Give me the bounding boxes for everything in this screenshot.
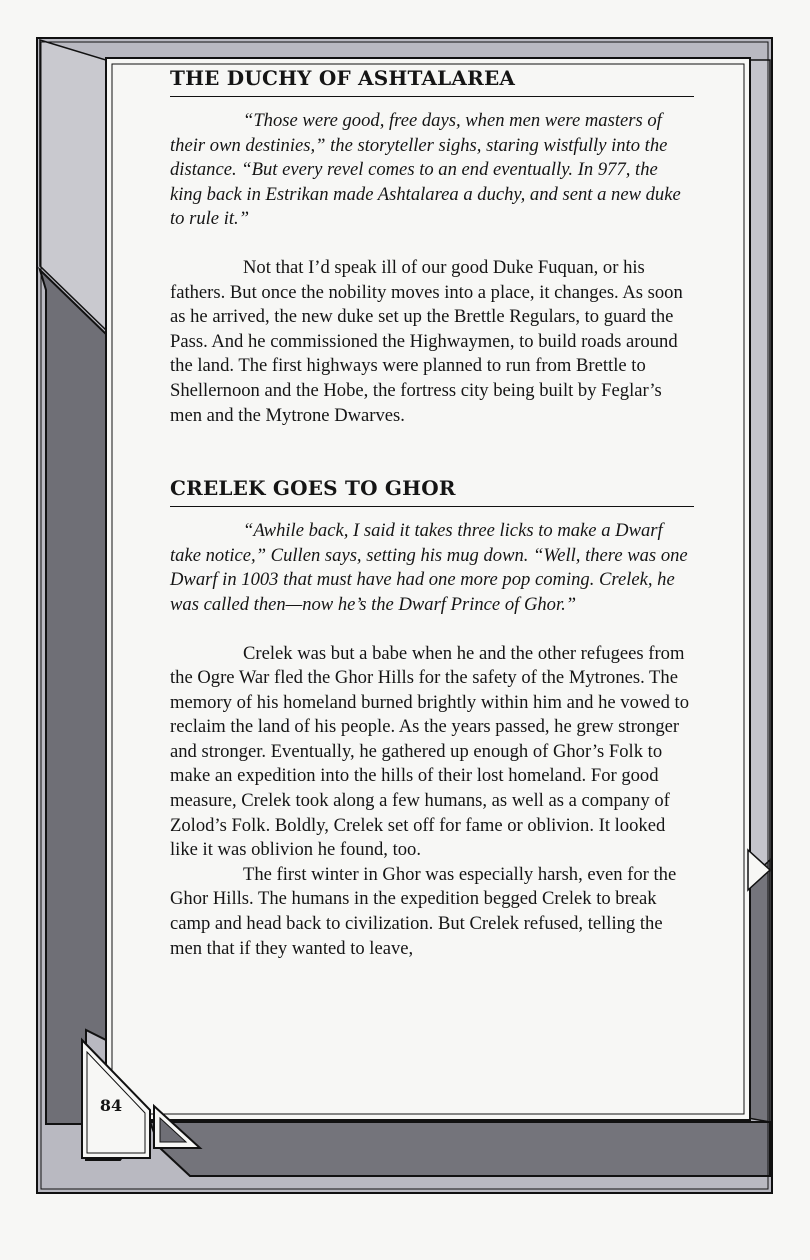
frame-right-light-band <box>748 60 770 870</box>
section-quote-duchy: “Those were good, free days, when men were masters of their own destinies,” the storyteller sighs, staring wistfully into the distance. “But every revel comes to an end eventually. In 977, the king back in Estrikan made Ashtalarea a duchy, and sent a new duke to rule it.” <box>170 110 681 230</box>
section-title-duchy: THE DUCHY OF ASHTALAREA <box>170 62 694 97</box>
frame-right-dark-band <box>748 860 770 1122</box>
frame-bottom-dark-band <box>150 1122 770 1176</box>
page-content <box>170 62 694 961</box>
section-title-crelek: CRELEK GOES TO GHOR <box>170 472 694 507</box>
section-paragraph-crelek-2: The first winter in Ghor was especially harsh, even for the Ghor Hills. The humans in the expedition begged Crelek to break camp and head back to civilization. But Crelek refused, telling the men that if they wanted to leave, <box>170 863 677 959</box>
section-paragraph-duchy-1: Not that I’d speak ill of our good Duke Fuquan, or his fathers. But once the nobility moves into a place, it changes. As soon as he arrived, the new duke set up the Brettle Regulars, to guard the Pass. And he commissioned the Highwaymen, to build roads around the land. The first highways were planned to run from Brettle to Shellernoon and the Hobe, the fortress city being built by Feglar’s men and the Mytrone Dwarves. <box>170 256 683 426</box>
section-quote-crelek: “Awhile back, I said it takes three licks to make a Dwarf take notice,” Cullen says, setting his mug down. “Well, there was one Dwarf in 1003 that must have had one more pop coming. Crelek, he was called then—now he’s the Dwarf Prince of Ghor.” <box>170 520 688 615</box>
page-number: 84 <box>99 1096 123 1115</box>
section-paragraph-crelek-1: Crelek was but a babe when he and the other refugees from the Ogre War fled the Ghor Hills for the safety of the Mytrones. The memory of his homeland burned brightly within him and he vowed to reclaim the land of his people. As the years passed, he grew stronger and stronger. Eventually, he gathered up enough of Ghor’s Folk to make an expedition into the hills of their lost homeland. For good measure, Crelek took along a few humans, as well as a company of Zolod’s Folk. Boldly, Crelek set off for fame or oblivion. It looked like it was oblivion he found, too. <box>170 642 689 861</box>
